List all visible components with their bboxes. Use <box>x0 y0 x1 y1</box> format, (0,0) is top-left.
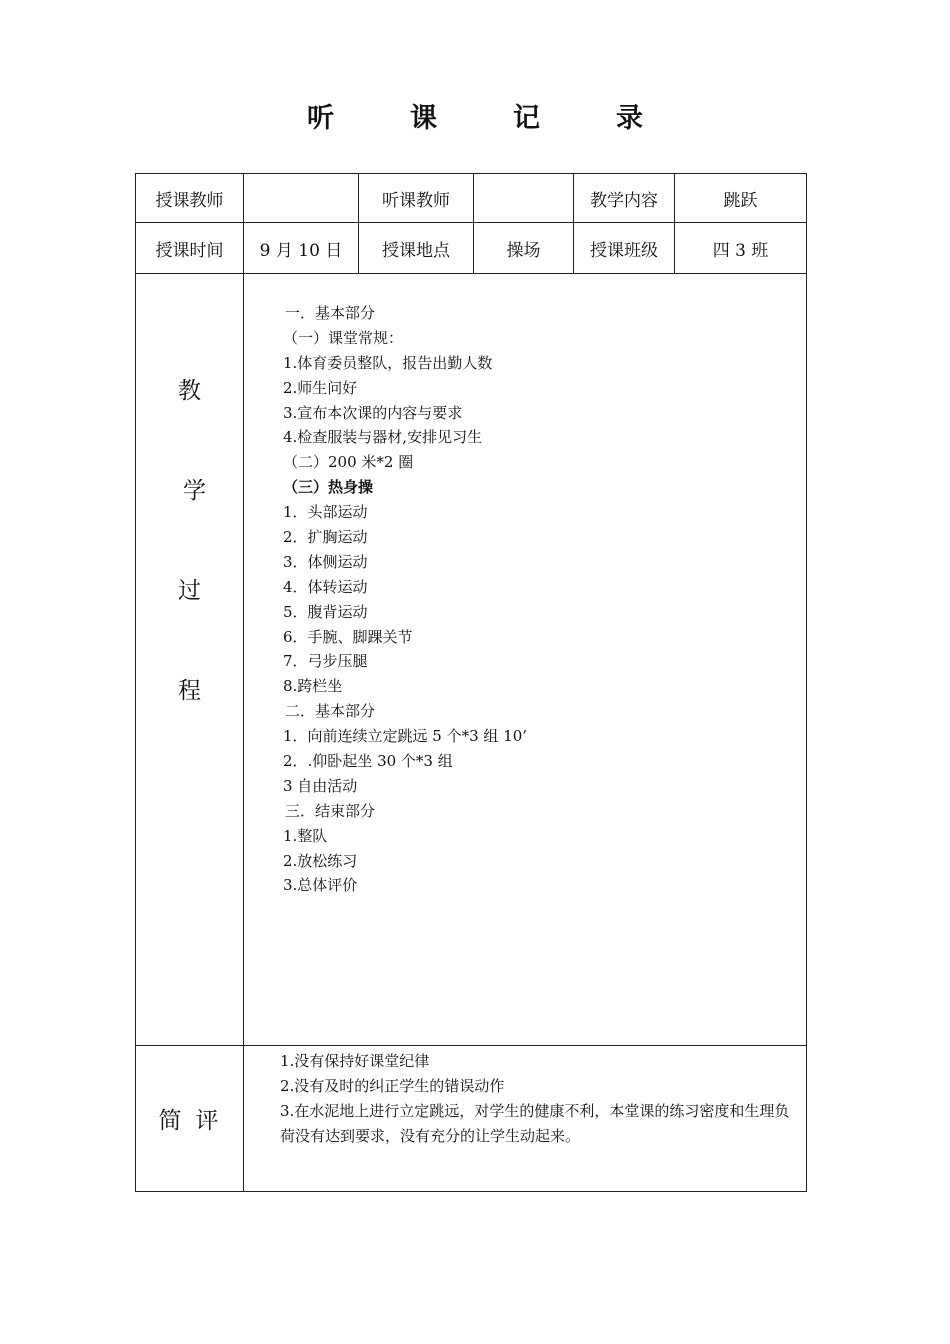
content-value: 跳跃 <box>675 174 807 223</box>
process-line: 7．弓步压腿 <box>283 652 368 671</box>
table-row-comment <box>136 1046 807 1192</box>
table-row-teacher <box>136 174 807 223</box>
process-line: 二．基本部分 <box>285 702 376 721</box>
process-label-char: 程 <box>178 678 201 704</box>
comment-label: 简评 <box>158 1108 233 1134</box>
content-label: 教学内容 <box>574 174 675 223</box>
process-line: 1．向前连续立定跳远 5 个*3 组 10’ <box>283 727 528 746</box>
teacher-value <box>244 174 359 223</box>
title-char: 课 <box>410 103 437 134</box>
process-line: 2．.仰卧起坐 30 个*3 组 <box>283 752 453 771</box>
process-line: 3.总体评价 <box>283 876 358 895</box>
comment-line: 3.在水泥地上进行立定跳远，对学生的健康不利，本堂课的练习密度和生理负荷没有达到要求，没有充分的让学生动起来。 <box>280 1102 790 1145</box>
page-title <box>0 96 950 135</box>
class-label: 授课班级 <box>574 223 675 274</box>
process-line: 三．结束部分 <box>285 801 376 820</box>
process-line: 1．头部运动 <box>283 503 368 522</box>
process-line: 5．腹背运动 <box>283 602 368 621</box>
process-line: 4．体转运动 <box>283 577 368 596</box>
process-line: 一．基本部分 <box>285 304 376 322</box>
title-char: 录 <box>616 103 643 134</box>
process-label-char: 教 <box>178 378 201 404</box>
time-label: 授课时间 <box>136 223 244 274</box>
title-char: 听 <box>307 103 334 134</box>
process-line: 2.放松练习 <box>283 851 358 870</box>
table-row-process <box>136 274 807 1046</box>
process-label-char: 过 <box>178 578 201 604</box>
process-line: （一）课堂常规： <box>283 328 404 347</box>
observer-label: 听课教师 <box>359 174 474 223</box>
table-row-time <box>136 223 807 274</box>
time-value: 9 月 10 日 <box>244 223 359 274</box>
observer-value <box>474 174 574 223</box>
comment-line: 2.没有及时的纠正学生的错误动作 <box>280 1077 505 1095</box>
process-line: 2．扩胸运动 <box>283 528 368 547</box>
process-line: 3 自由活动 <box>283 776 358 795</box>
class-value: 四 3 班 <box>675 223 807 274</box>
record-table <box>135 173 807 1192</box>
process-label-char: 学 <box>183 478 206 504</box>
process-line: 6．手腕、脚踝关节 <box>283 627 413 646</box>
title-char: 记 <box>513 103 540 134</box>
teacher-label: 授课教师 <box>136 174 244 223</box>
comment-line: 1.没有保持好课堂纪律 <box>280 1052 430 1070</box>
process-line: （三）热身操 <box>283 478 374 497</box>
process-line: 3．体侧运动 <box>283 552 368 571</box>
process-line: 2.师生问好 <box>283 378 358 397</box>
process-line: 3.宣布本次课的内容与要求 <box>283 403 463 422</box>
process-line: 1.整队 <box>283 826 328 845</box>
process-content <box>244 274 807 1046</box>
process-line: 1.体育委员整队，报告出勤人数 <box>283 353 493 372</box>
place-label: 授课地点 <box>359 223 474 274</box>
comment-content <box>244 1046 807 1192</box>
comment-label-cell <box>136 1046 244 1192</box>
process-line: 4.检查服装与器材,安排见习生 <box>283 428 483 447</box>
process-line: 8.跨栏坐 <box>283 677 343 696</box>
process-line: （二）200 米*2 圈 <box>283 453 414 472</box>
process-label <box>136 274 244 1046</box>
place-value: 操场 <box>474 223 574 274</box>
